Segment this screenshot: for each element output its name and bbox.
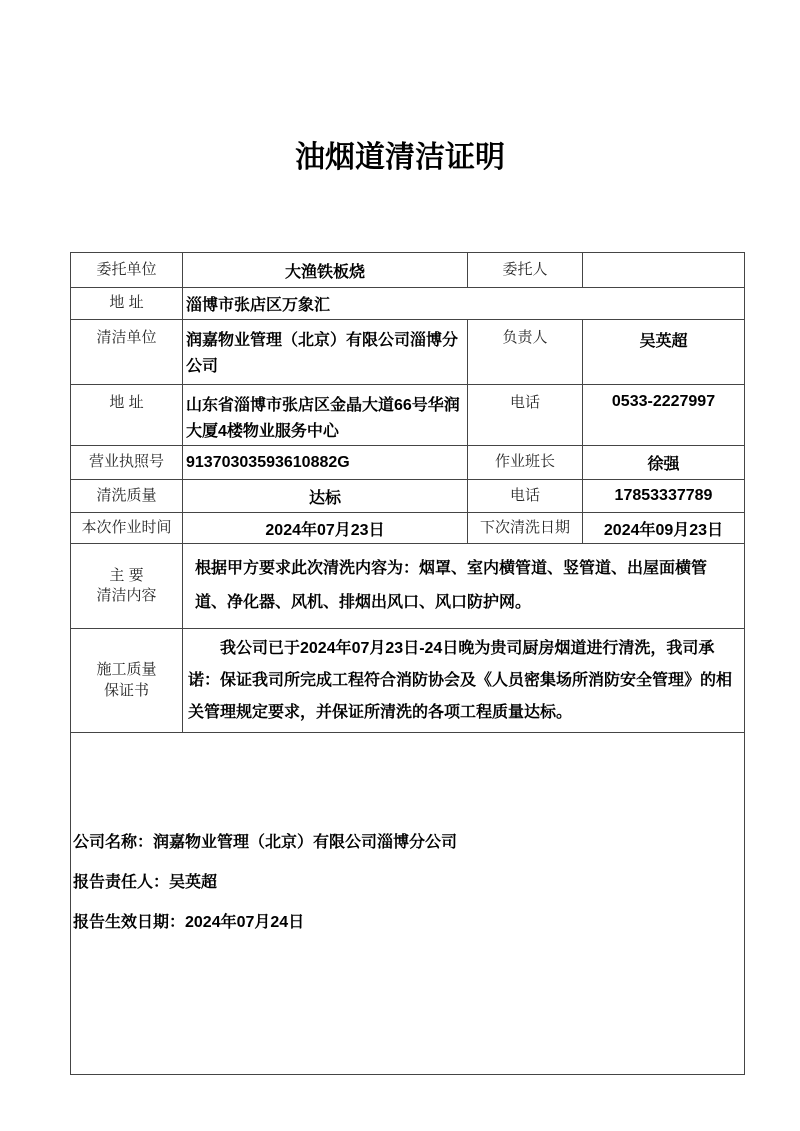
row-signature bbox=[71, 733, 745, 1075]
main-content-label-line2: 清洁内容 bbox=[96, 587, 157, 604]
client-address-value: 淄博市张店区万象汇 bbox=[183, 288, 745, 320]
main-content-label bbox=[71, 544, 183, 629]
entrust-unit-label: 委托单位 bbox=[71, 253, 183, 288]
row-license bbox=[71, 446, 745, 480]
entrust-person-value bbox=[583, 253, 745, 288]
responsible-person-line: 报告责任人：吴英超 bbox=[73, 874, 218, 891]
guarantee-label-line2: 保证书 bbox=[103, 681, 149, 699]
manager-value: 吴英超 bbox=[583, 320, 745, 385]
effective-date-line: 报告生效日期：2024年07月24日 bbox=[73, 914, 305, 931]
phone2-value: 17853337789 bbox=[583, 480, 745, 513]
guarantee-label bbox=[71, 629, 183, 733]
guarantee-text: 我公司已于2024年07月23日-24日晚为贵司厨房烟道进行清洗，我司承诺：保证我司所完成工程符合消防协会及《人员密集场所消防安全管理》的相关管理规定要求，并保证所清洗的各项工程质量达标。 bbox=[188, 639, 733, 721]
phone1-value: 0533-2227997 bbox=[583, 385, 745, 446]
row-work-date bbox=[71, 513, 745, 544]
quality-value: 达标 bbox=[183, 480, 468, 513]
row-main-content bbox=[71, 544, 745, 629]
license-value: 91370303593610882G bbox=[183, 446, 468, 480]
company-name-line: 公司名称：润嘉物业管理（北京）有限公司淄博分公司 bbox=[73, 834, 458, 851]
row-cleaner-address bbox=[71, 385, 745, 446]
entrust-person-label: 委托人 bbox=[468, 253, 583, 288]
row-entrust-unit bbox=[71, 253, 745, 288]
main-content-value: 根据甲方要求此次清洗内容为：烟罩、室内横管道、竖管道、出屋面横管道、净化器、风机、排烟出风口、风口防护网。 bbox=[183, 544, 745, 629]
license-label: 营业执照号 bbox=[71, 446, 183, 480]
row-guarantee bbox=[71, 629, 745, 733]
manager-label: 负责人 bbox=[468, 320, 583, 385]
guarantee-label-line1: 施工质量 bbox=[96, 661, 157, 679]
row-client-address bbox=[71, 288, 745, 320]
row-quality bbox=[71, 480, 745, 513]
foreman-value: 徐强 bbox=[583, 446, 745, 480]
quality-label: 清洗质量 bbox=[71, 480, 183, 513]
guarantee-value bbox=[183, 629, 745, 733]
signature-cell bbox=[71, 733, 745, 1075]
next-date-label: 下次清洗日期 bbox=[468, 513, 583, 544]
work-date-label: 本次作业时间 bbox=[71, 513, 183, 544]
main-content-label-line1: 主 要 bbox=[109, 566, 144, 584]
phone2-label: 电话 bbox=[468, 480, 583, 513]
next-date-value: 2024年09月23日 bbox=[583, 513, 745, 544]
foreman-label: 作业班长 bbox=[468, 446, 583, 480]
client-address-label: 地 址 bbox=[71, 288, 183, 320]
cleaning-unit-value: 润嘉物业管理（北京）有限公司淄博分公司 bbox=[183, 320, 468, 385]
phone1-label: 电话 bbox=[468, 385, 583, 446]
work-date-value: 2024年07月23日 bbox=[183, 513, 468, 544]
entrust-unit-value: 大渔铁板烧 bbox=[183, 253, 468, 288]
certificate-table bbox=[70, 252, 745, 1075]
row-cleaning-unit bbox=[71, 320, 745, 385]
cleaner-address-value: 山东省淄博市张店区金晶大道66号华润大厦4楼物业服务中心 bbox=[183, 385, 468, 446]
cleaning-unit-label: 清洁单位 bbox=[71, 320, 183, 385]
cleaner-address-label: 地 址 bbox=[71, 385, 183, 446]
page-title: 油烟道清洁证明 bbox=[295, 141, 505, 174]
